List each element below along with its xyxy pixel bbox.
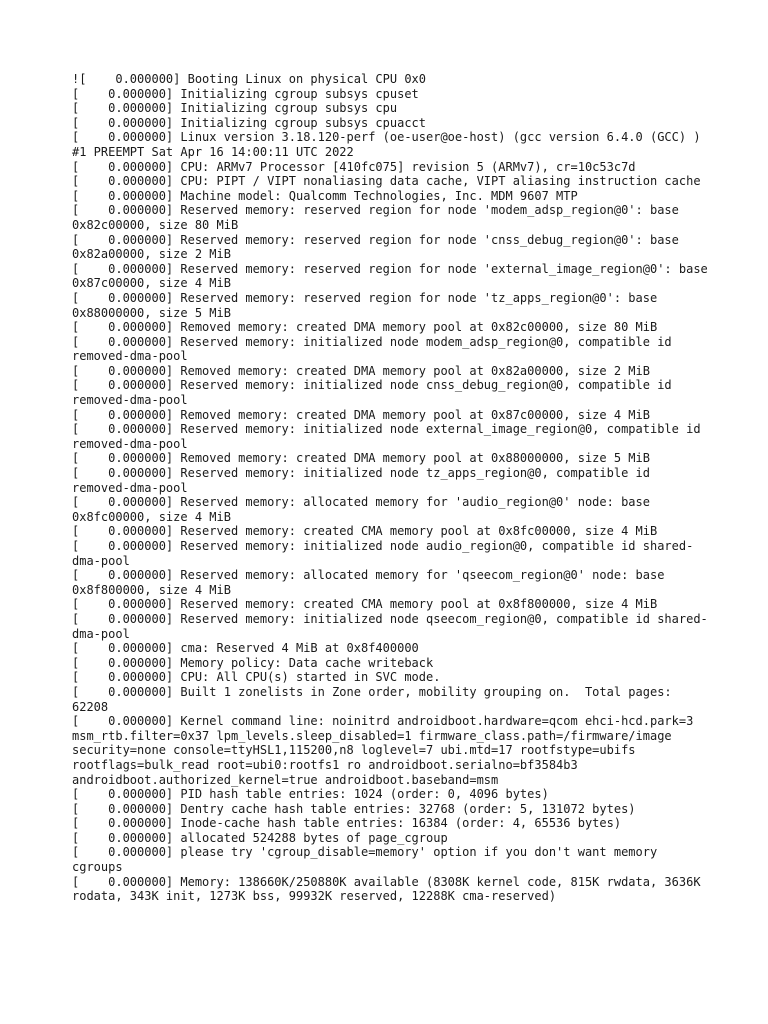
log-line: [ 0.000000] allocated 524288 bytes of page_cgroup bbox=[72, 830, 448, 845]
log-line: [ 0.000000] cma: Reserved 4 MiB at 0x8f400000 bbox=[72, 641, 419, 656]
log-line: [ 0.000000] Dentry cache hash table entries: 32768 (order: 5, 131072 bytes) bbox=[72, 801, 636, 816]
log-line: [ 0.000000] Reserved memory: reserved region for node 'cnss_debug_region@0': base 0x82a00000, size 2 MiB bbox=[72, 232, 687, 262]
log-line: ![ 0.000000] Booting Linux on physical CPU 0x0 bbox=[72, 72, 427, 86]
log-line: [ 0.000000] CPU: All CPU(s) started in SVC mode. bbox=[72, 670, 441, 685]
log-line: [ 0.000000] Reserved memory: initialized node external_image_region@0, compatible id removed-dma-pool bbox=[72, 422, 708, 451]
log-line: [ 0.000000] Reserved memory: initialized node modem_adsp_region@0, compatible id removed-dma-pool bbox=[72, 334, 679, 364]
log-line: [ 0.000000] Reserved memory: initialized node qseecom_region@0, compatible id shared-dma-pool bbox=[72, 611, 708, 641]
log-line: [ 0.000000] Kernel command line: noinitrd androidboot.hardware=qcom ehci-hcd.park=3 msm_rtb.filter=0x37 lpm_levels.sleep_disabled=1 firmware_class.path=/firmware/image security=none console=ttyHSL1,115200,n8 loglevel=7 ubi.mtd=17 rootfstype=ubifs rootflags=bulk_read root=ubi0:rootfs1 ro androidboot.serialno=bf3584b3 androidboot.authorized_kernel=true androidboot.baseband=msm bbox=[72, 714, 701, 787]
log-line: [ 0.000000] Machine model: Qualcomm Technologies, Inc. MDM 9607 MTP bbox=[72, 188, 578, 203]
log-line: [ 0.000000] Initializing cgroup subsys cpu bbox=[72, 101, 398, 116]
log-line: [ 0.000000] Reserved memory: reserved region for node 'modem_adsp_region@0': base 0x82c00000, size 80 MiB bbox=[72, 203, 687, 232]
log-line: [ 0.000000] Reserved memory: initialized node tz_apps_region@0, compatible id removed-dma-pool bbox=[72, 466, 658, 495]
log-line: [ 0.000000] Reserved memory: allocated memory for 'qseecom_region@0' node: base 0x8f800000, size 4 MiB bbox=[72, 568, 672, 597]
log-line: [ 0.000000] Memory policy: Data cache writeback bbox=[72, 655, 434, 670]
log-line: [ 0.000000] CPU: PIPT / VIPT nonaliasing data cache, VIPT aliasing instruction cache bbox=[72, 174, 701, 189]
log-line: [ 0.000000] Built 1 zonelists in Zone order, mobility grouping on. Total pages: 62208 bbox=[72, 684, 679, 714]
log-line: [ 0.000000] Memory: 138660K/250880K available (8308K kernel code, 815K rwdata, 3636K rodata, 343K init, 1273K bss, 99932K reserved, 12288K cma-reserved) bbox=[72, 874, 708, 904]
log-line: [ 0.000000] Initializing cgroup subsys cpuacct bbox=[72, 115, 427, 130]
log-line: [ 0.000000] Removed memory: created DMA memory pool at 0x87c00000, size 4 MiB bbox=[72, 407, 650, 422]
log-line: [ 0.000000] Linux version 3.18.120-perf (oe-user@oe-host) (gcc version 6.4.0 (GCC) ) #1 PREEMPT Sat Apr 16 14:00:11 UTC 2022 bbox=[72, 130, 708, 159]
log-line: [ 0.000000] Removed memory: created DMA memory pool at 0x82c00000, size 80 MiB bbox=[72, 320, 658, 335]
log-line: [ 0.000000] Reserved memory: reserved region for node 'tz_apps_region@0': base 0x88000000, size 5 MiB bbox=[72, 290, 665, 320]
log-line: [ 0.000000] CPU: ARMv7 Processor [410fc075] revision 5 (ARMv7), cr=10c53c7d bbox=[72, 159, 636, 174]
log-line: [ 0.000000] Reserved memory: initialized node cnss_debug_region@0, compatible id removed-dma-pool bbox=[72, 378, 679, 408]
log-line: [ 0.000000] Removed memory: created DMA memory pool at 0x82a00000, size 2 MiB bbox=[72, 363, 650, 378]
log-line: [ 0.000000] Reserved memory: reserved region for node 'external_image_region@0': base 0x87c00000, size 4 MiB bbox=[72, 261, 715, 291]
log-line: [ 0.000000] Reserved memory: created CMA memory pool at 0x8fc00000, size 4 MiB bbox=[72, 524, 658, 539]
log-line: [ 0.000000] PID hash table entries: 1024 (order: 0, 4096 bytes) bbox=[72, 787, 549, 802]
log-line: [ 0.000000] please try 'cgroup_disable=memory' option if you don't want memory cgroups bbox=[72, 845, 665, 875]
log-line: [ 0.000000] Initializing cgroup subsys cpuset bbox=[72, 86, 419, 101]
log-line: [ 0.000000] Reserved memory: initialized node audio_region@0, compatible id shared-dma-pool bbox=[72, 539, 694, 568]
log-line: [ 0.000000] Reserved memory: allocated memory for 'audio_region@0' node: base 0x8fc00000, size 4 MiB bbox=[72, 495, 658, 524]
log-line: [ 0.000000] Removed memory: created DMA memory pool at 0x88000000, size 5 MiB bbox=[72, 451, 650, 466]
kernel-boot-log bbox=[72, 72, 715, 904]
log-line: [ 0.000000] Reserved memory: created CMA memory pool at 0x8f800000, size 4 MiB bbox=[72, 597, 658, 612]
log-line: [ 0.000000] Inode-cache hash table entries: 16384 (order: 4, 65536 bytes) bbox=[72, 816, 622, 831]
